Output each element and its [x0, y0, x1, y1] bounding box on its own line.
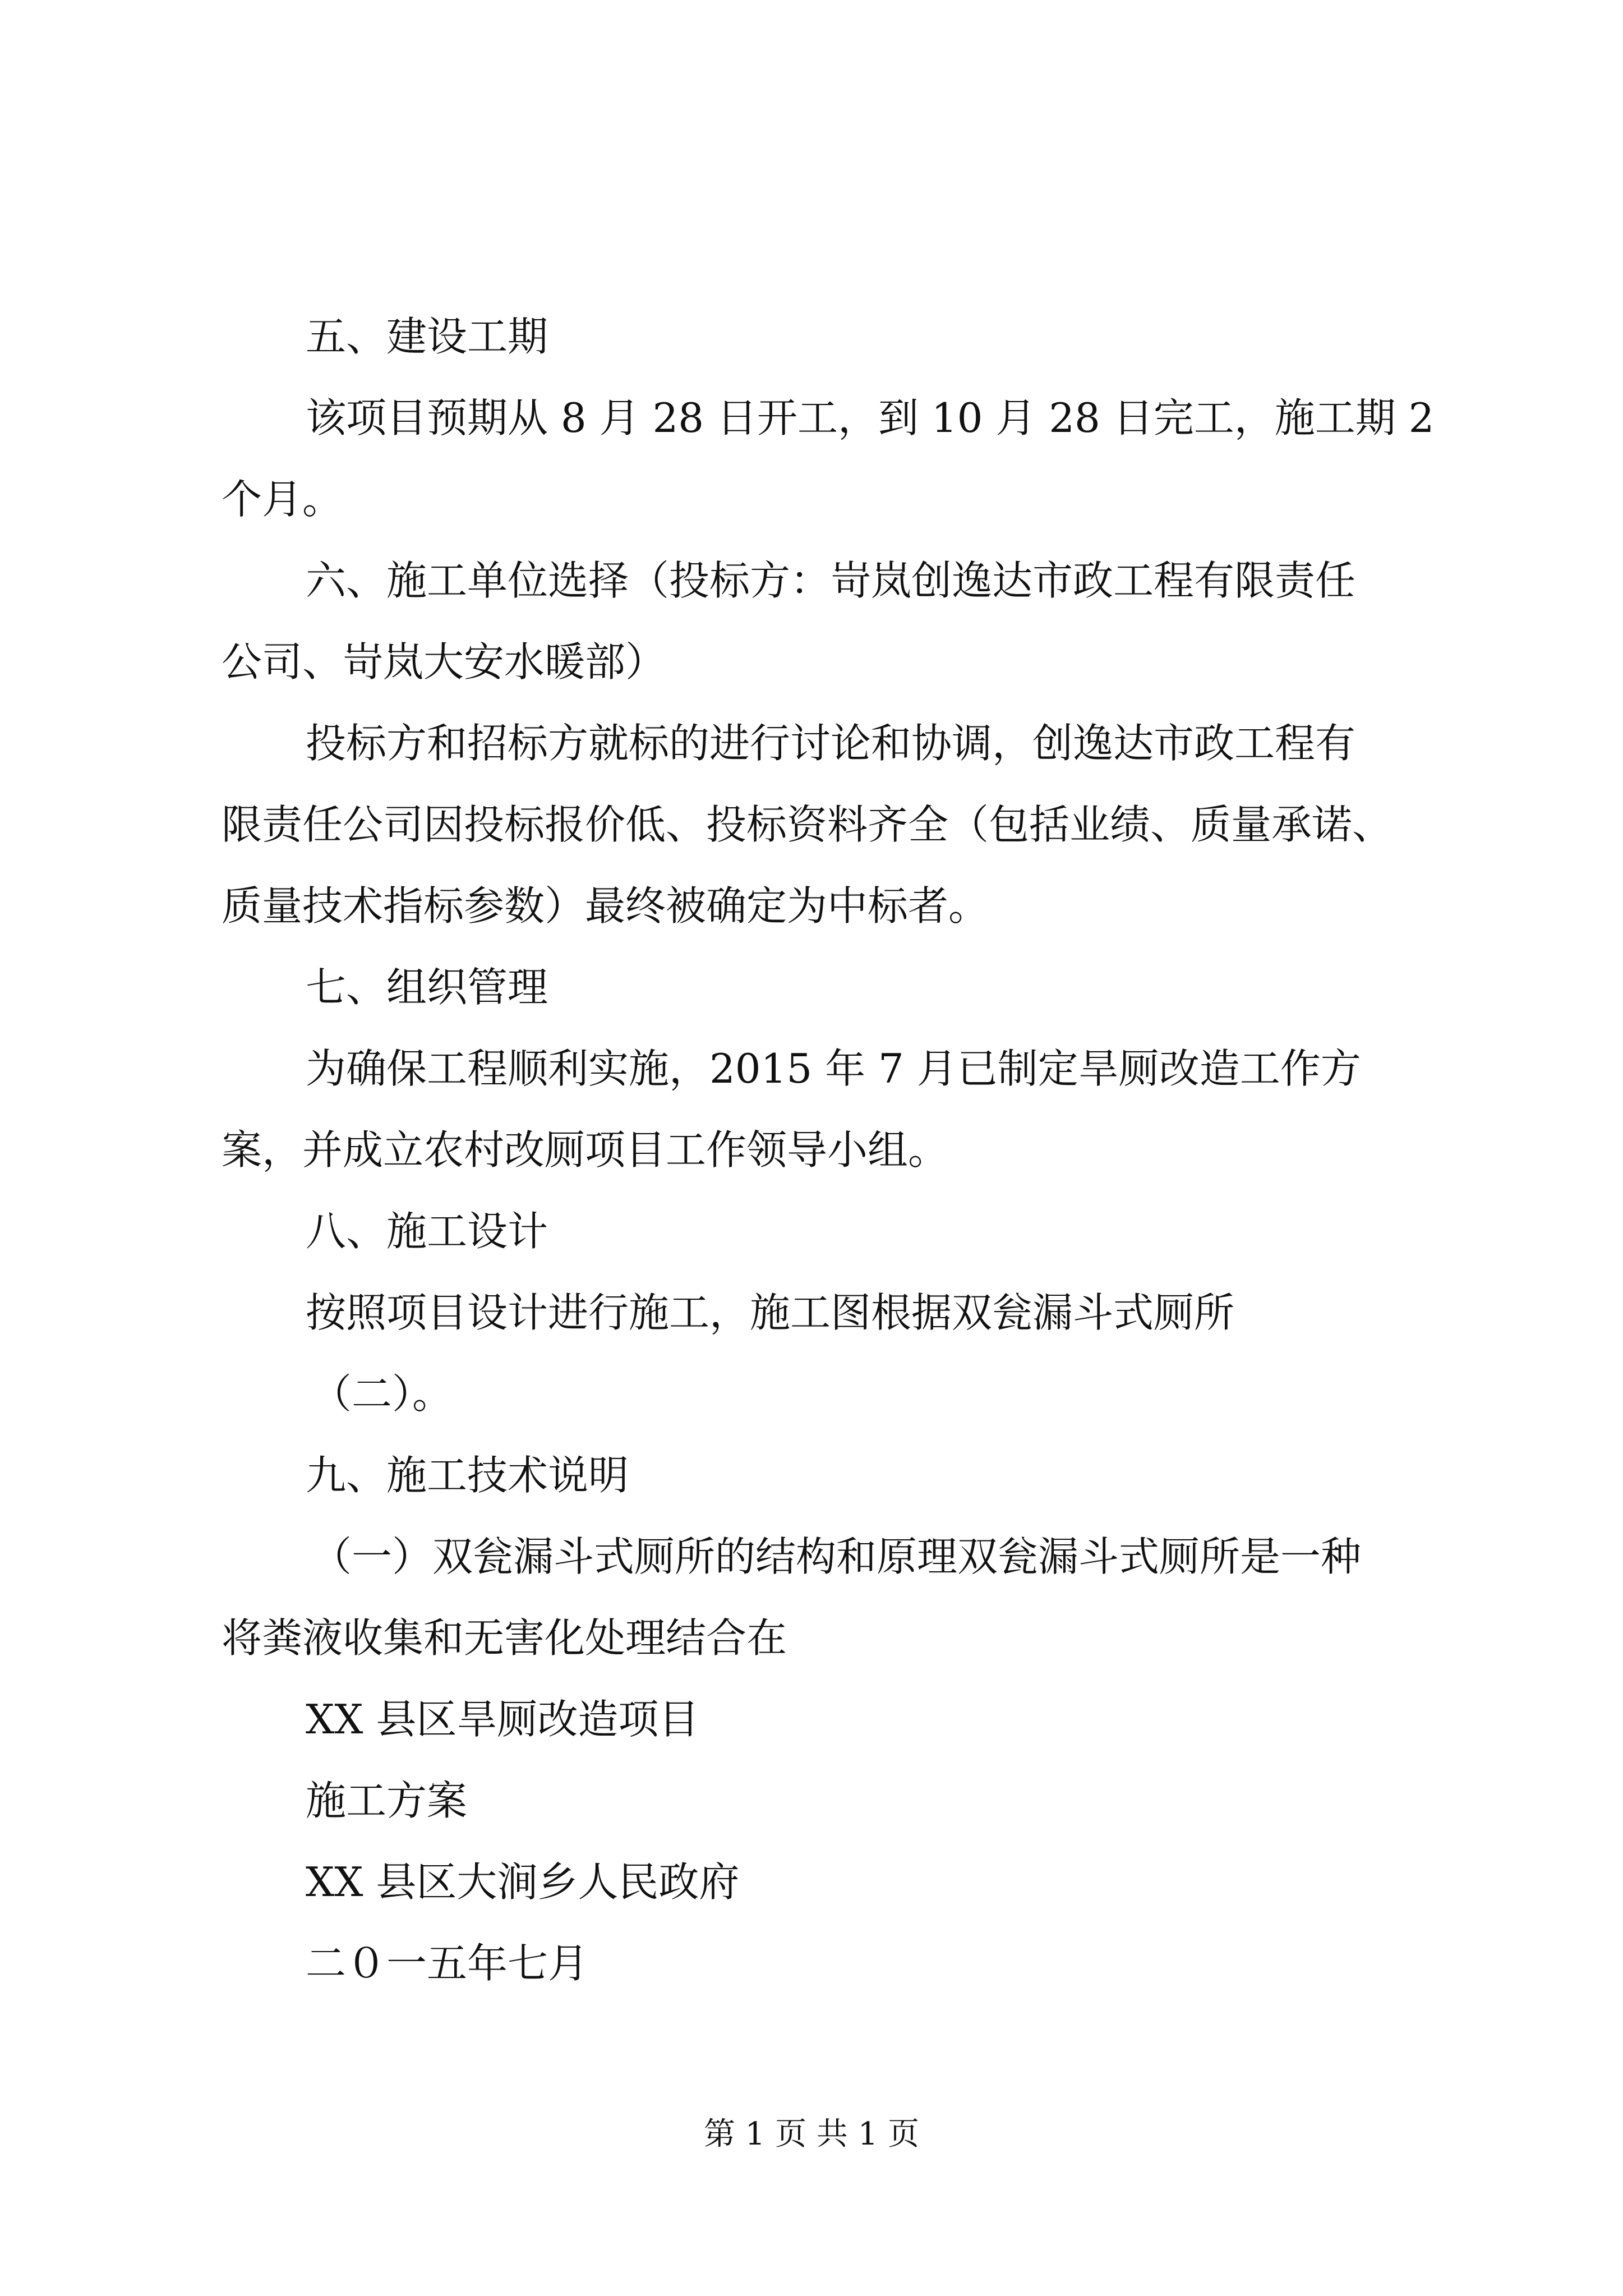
- page-number-footer: 第 1 页 共 1 页: [703, 2116, 920, 2152]
- paragraph-line: 公司、岢岚大安水暖部）: [222, 638, 666, 685]
- paragraph-line: 将粪液收集和无害化处理结合在: [222, 1614, 787, 1662]
- document-date: 二０一五年七月: [306, 1940, 589, 1987]
- heading-construction-period: 五、建设工期: [306, 313, 548, 360]
- paragraph-line: 投标方和招标方就标的进行讨论和协调，创逸达市政工程有: [306, 720, 1356, 767]
- paragraph-line: 按照项目设计进行施工，施工图根据双瓮漏斗式厕所: [306, 1289, 1235, 1336]
- paragraph-line: 个月。: [222, 476, 343, 523]
- paragraph-line: 质量技术指标参数）最终被确定为中标者。: [222, 882, 989, 930]
- plan-title: 施工方案: [306, 1777, 468, 1824]
- heading-organization: 七、组织管理: [306, 964, 548, 1011]
- paragraph-line: （二）。: [311, 1370, 453, 1418]
- heading-design: 八、施工设计: [306, 1208, 548, 1255]
- heading-contractor-selection: 六、施工单位选择（投标方：岢岚创逸达市政工程有限责任: [306, 557, 1356, 604]
- paragraph-line: 案，并成立农村改厕项目工作领导小组。: [222, 1126, 949, 1174]
- heading-technical-notes: 九、施工技术说明: [306, 1452, 629, 1499]
- issuing-authority: XX 县区大涧乡人民政府: [306, 1858, 740, 1906]
- paragraph-line: 限责任公司因投标报价低、投标资料齐全（包括业绩、质量承诺、: [222, 801, 1393, 848]
- project-title: XX 县区旱厕改造项目: [306, 1696, 699, 1743]
- paragraph-line: 为确保工程顺利实施，2015 年 7 月已制定旱厕改造工作方: [306, 1045, 1361, 1092]
- paragraph-line: 该项目预期从 8 月 28 日开工，到 10 月 28 日完工，施工期 2: [306, 394, 1435, 441]
- paragraph-line: （一）双瓮漏斗式厕所的结构和原理双瓮漏斗式厕所是一种: [311, 1533, 1362, 1580]
